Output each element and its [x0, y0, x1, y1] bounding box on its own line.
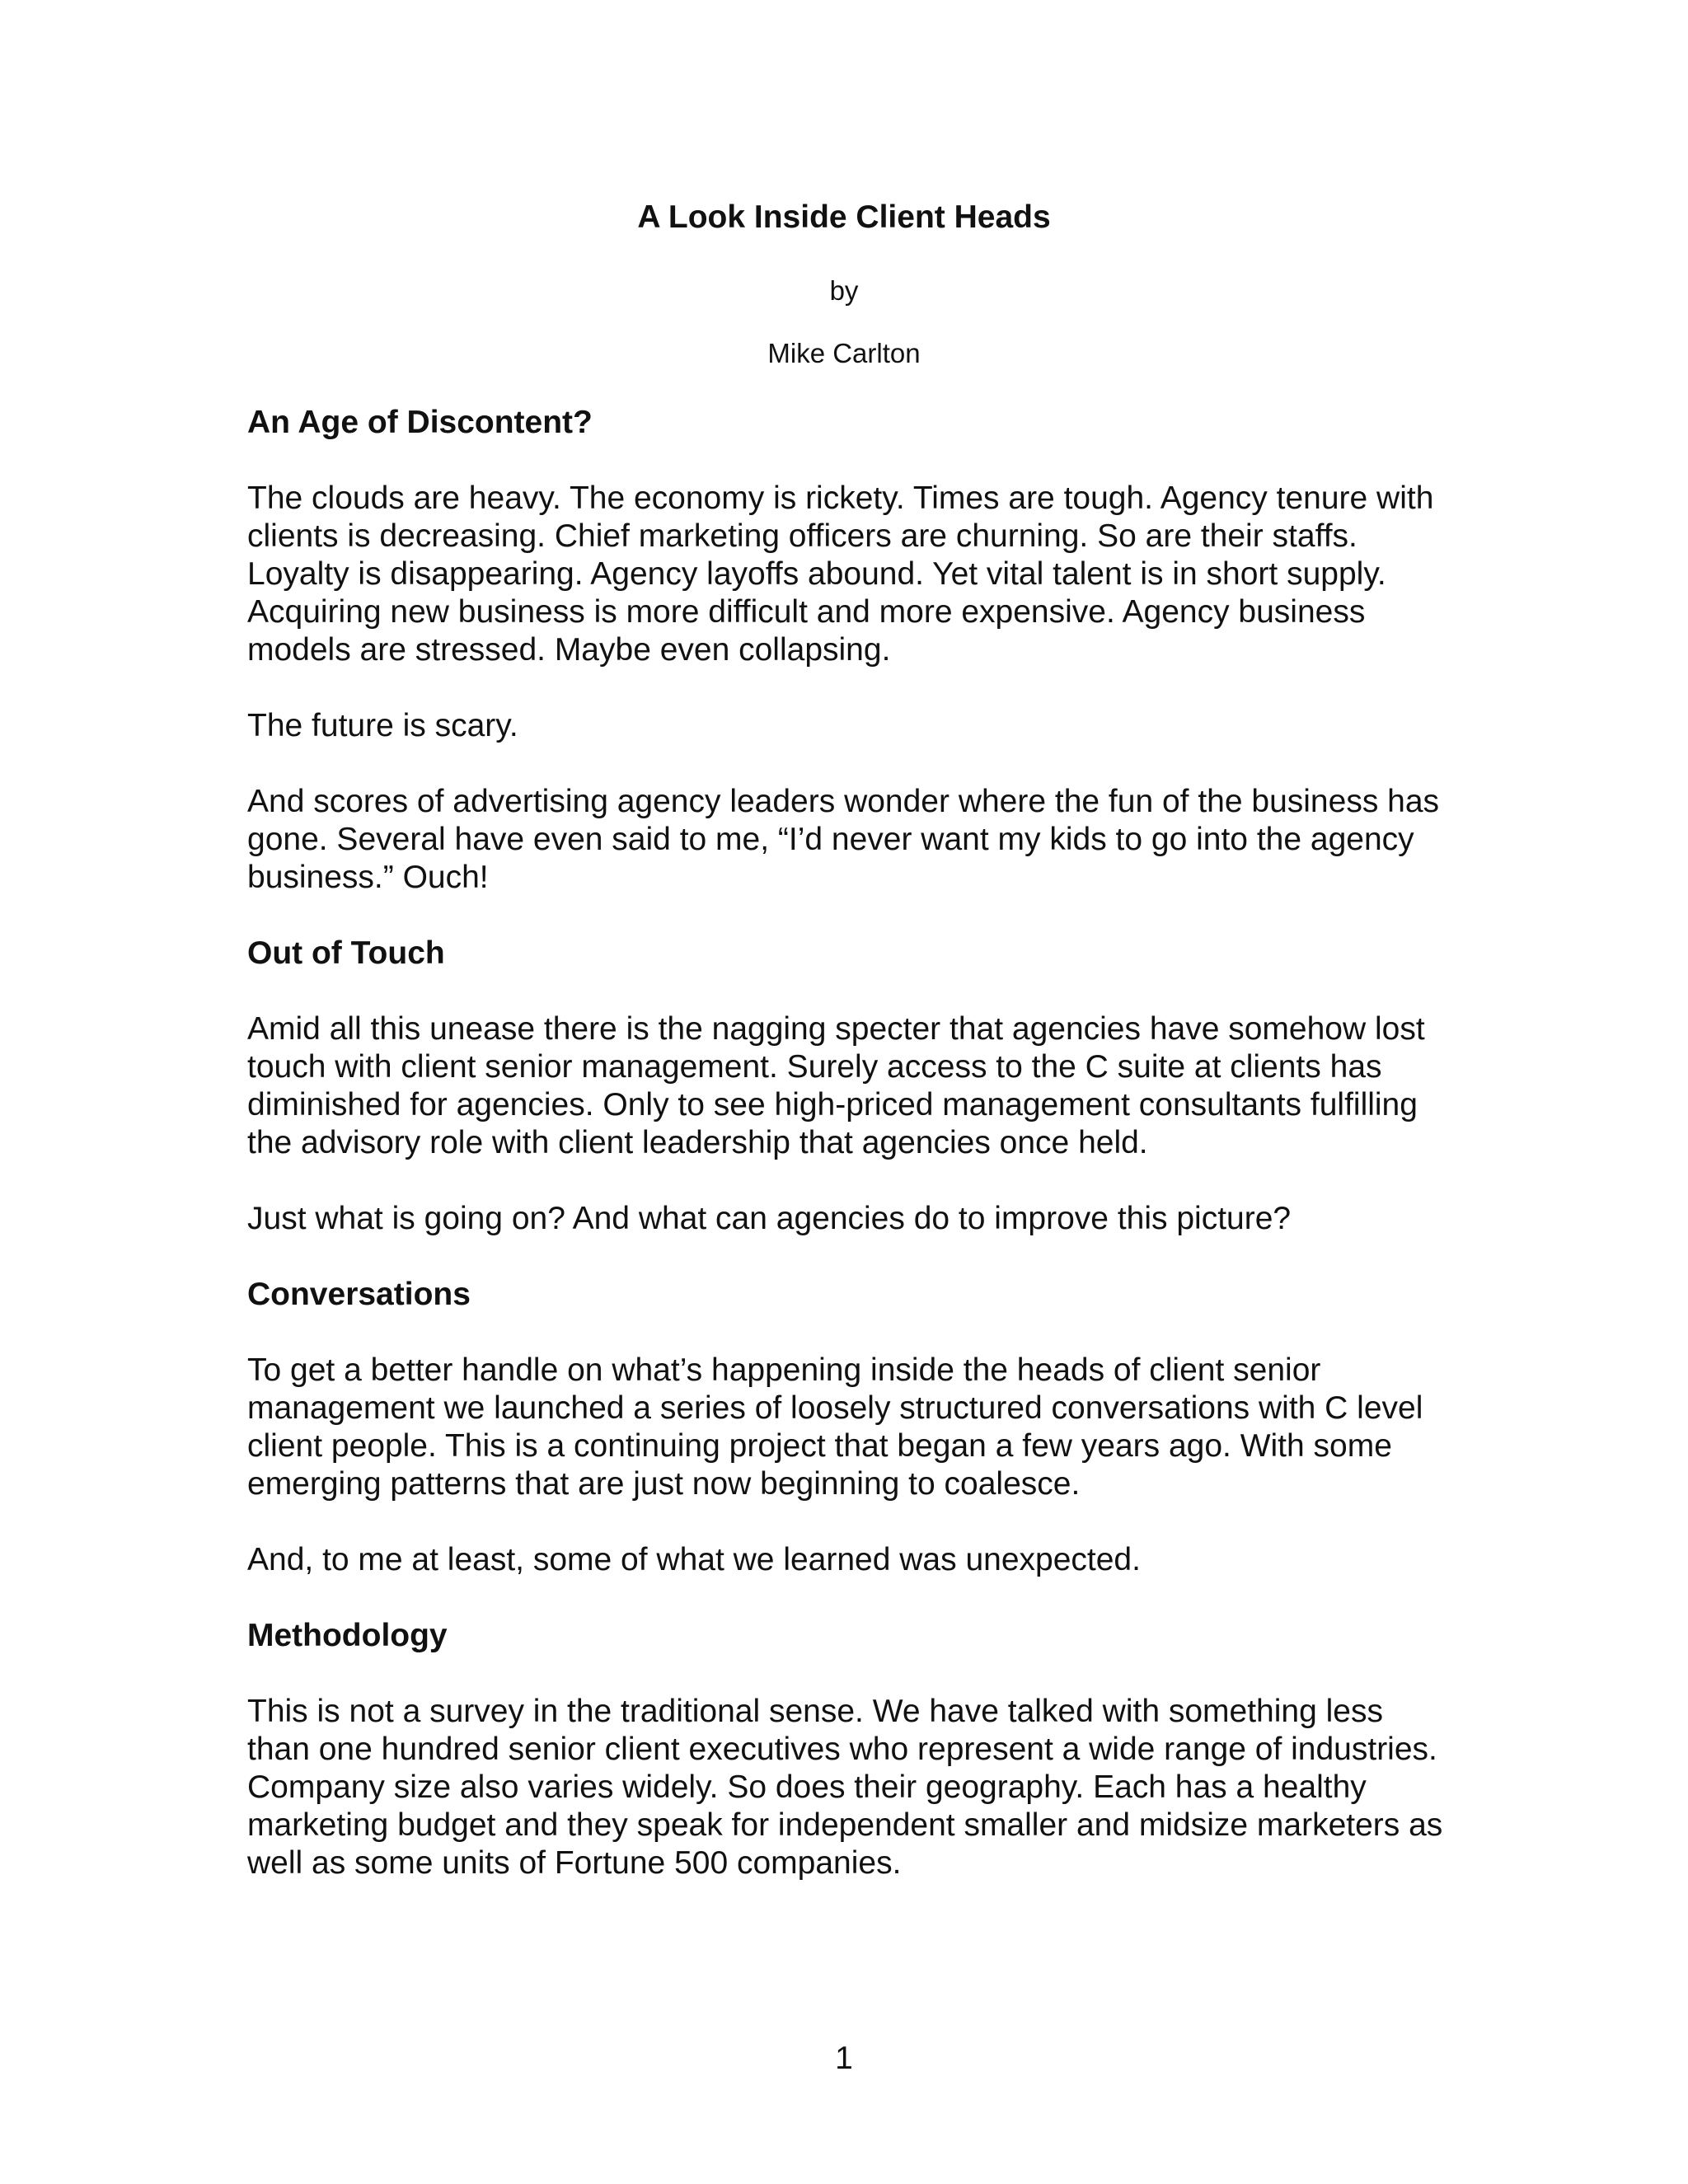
document-title: A Look Inside Client Heads: [637, 199, 1051, 235]
section-heading: Out of Touch: [247, 935, 445, 971]
section-conversations: [247, 1276, 1451, 1579]
section-methodology: [247, 1617, 1451, 1882]
section-heading: Methodology: [247, 1618, 448, 1653]
paragraph: To get a better handle on what’s happening inside the heads of client senior management we launched a series of loosely structured conversations with C level client people. This is a continuing project that began a few years ago. With some emerging patterns that are just now beginning to coalesce.: [247, 1352, 1423, 1502]
paragraph: This is not a survey in the traditional sense. We have talked with something less than one hundred senior client executives who represent a wide range of industries. Company size also varies widely. So does their geography. Each has a healthy marketing budget and they speak for independent smaller and midsize marketers as well as some units of Fortune 500 companies.: [247, 1694, 1443, 1881]
byline: by: [829, 275, 859, 306]
author-name: Mike Carlton: [767, 338, 921, 368]
section-heading: An Age of Discontent?: [247, 405, 593, 440]
document-body: [247, 404, 1451, 1920]
paragraph: The clouds are heavy. The economy is rickety. Times are tough. Agency tenure with clients is decreasing. Chief marketing officers are churning. So are their staffs. Loyalty is disappearing. Agency layoffs abound. Yet vital talent is in short supply. Acquiring new business is more difficult and more expensive. Agency business models are stressed. Maybe even collapsing.: [247, 480, 1434, 668]
paragraph: Amid all this unease there is the nagging specter that agencies have somehow lost touch with client senior management. Surely access to the C suite at clients has diminished for agencies. Only to see high-priced management consultants fulfilling the advisory role with client leadership that agencies once held.: [247, 1011, 1425, 1160]
page-number: 1: [835, 2041, 853, 2076]
paragraph: And, to me at least, some of what we learned was unexpected.: [247, 1542, 1141, 1577]
paragraph: Just what is going on? And what can agencies do to improve this picture?: [247, 1201, 1292, 1236]
section-out-of-touch: [247, 935, 1451, 1238]
section-age-of-discontent: [247, 404, 1451, 897]
paragraph: The future is scary.: [247, 708, 518, 743]
paragraph: And scores of advertising agency leaders wonder where the fun of the business has gone. Several have even said to me, “I’d never want my kids to go into the agency business.” Ouch!: [247, 784, 1440, 895]
section-heading: Conversations: [247, 1277, 471, 1312]
